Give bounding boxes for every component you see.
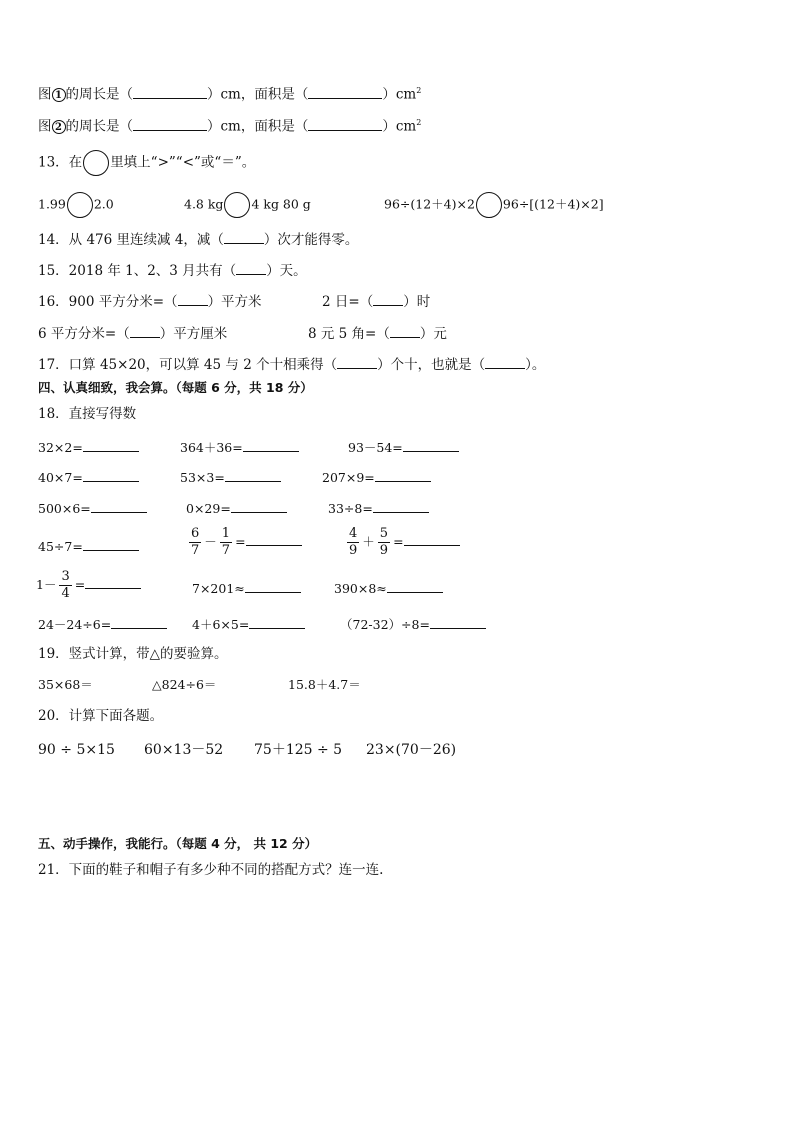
fig1-prefix: 图 (38, 86, 52, 103)
q18-r3-a-text: 500×6= (38, 501, 91, 516)
q18-r6-c-text: （72-32）÷8= (340, 617, 430, 632)
q13-c-left: 96÷(12＋4)×2 (384, 196, 475, 212)
fig1-number-circle: 1 (52, 88, 66, 102)
fraction-6-7 (189, 526, 201, 559)
compare-circle (83, 150, 109, 176)
q13-a-right: 2.0 (93, 196, 114, 212)
q18-r6-c (340, 614, 486, 634)
q17-blank-2[interactable] (485, 354, 525, 369)
q18-r5-b-text: 7×201≈ (192, 581, 245, 596)
q18-r3-a (38, 498, 147, 518)
q18-r2-b-text: 53×3= (180, 470, 225, 485)
q13-b-right: 4 kg 80 g (251, 196, 311, 212)
q18-r4-a-text: 45÷7= (38, 539, 83, 554)
q20-title: 20．计算下面各题。 (38, 708, 164, 724)
q18-frac-sub-blank[interactable] (246, 531, 302, 546)
q18-r2-a-text: 40×7= (38, 470, 83, 485)
q17-prefix: 17．口算 45×20，可以算 45 与 2 个十相乘得（ (38, 357, 338, 373)
operator-minus: － (204, 534, 217, 549)
q18-r5-b (192, 578, 301, 598)
equals: = (235, 534, 246, 549)
q18-title: 18．直接写得数 (38, 406, 137, 422)
fig2-unit: ）cm (382, 118, 417, 135)
q13-item-c (384, 192, 604, 218)
q17-middle: ）个十，也就是（ (377, 357, 486, 373)
q18-r5-b-blank[interactable] (245, 578, 301, 593)
q20-item-3: 75＋125 ÷ 5 (254, 742, 343, 758)
q18-r1-a (38, 437, 139, 457)
q18-r2-c-blank[interactable] (375, 467, 431, 482)
fig1-perimeter-blank[interactable] (133, 84, 207, 99)
fig1-unit-superscript: 2 (416, 86, 422, 95)
q18-r2-b (180, 467, 281, 487)
q18-r6-b-blank[interactable] (249, 614, 305, 629)
q18-r4-a-blank[interactable] (83, 536, 139, 551)
frac-denominator: 7 (221, 543, 231, 558)
q18-r2-a-blank[interactable] (83, 467, 139, 482)
q16-d (308, 323, 447, 343)
q16-b-suffix: ）时 (403, 294, 431, 310)
frac-denominator: 4 (61, 586, 70, 601)
fraction-4-9 (347, 526, 359, 559)
fig2-perimeter-blank[interactable] (133, 116, 207, 131)
fig1-perimeter-label: 的周长是（ (65, 86, 133, 103)
q19-item-2: △824÷6＝ (152, 677, 217, 692)
fig1-area-label: ）cm，面积是（ (207, 86, 309, 103)
fig2-perimeter-label: 的周长是（ (65, 118, 133, 135)
q16-a-blank[interactable] (178, 291, 208, 306)
one-minus: 1－ (36, 577, 57, 592)
fraction-1-7 (220, 526, 232, 559)
frac-numerator: 4 (349, 526, 358, 541)
q18-r6-a-text: 24－24÷6= (38, 617, 112, 632)
q18-r2-b-blank[interactable] (225, 467, 281, 482)
q18-r3-b-text: 0×29= (186, 501, 231, 516)
equals: = (393, 534, 404, 549)
q14-suffix: ）次才能得零。 (263, 232, 359, 248)
fig1-line (38, 82, 421, 104)
q19-item-1: 35×68＝ (38, 677, 93, 692)
q18-r3-a-blank[interactable] (91, 498, 147, 513)
q13-c-right: 96÷[(12＋4)×2] (502, 196, 604, 212)
q18-r3-b-blank[interactable] (231, 498, 287, 513)
q18-r1-c (348, 437, 459, 457)
q21: 21．下面的鞋子和帽子有多少种不同的搭配方式？连一连. (38, 862, 384, 878)
q14-blank[interactable] (224, 229, 264, 244)
q13-b-answer-circle[interactable] (224, 192, 250, 218)
operator-plus: ＋ (362, 534, 375, 549)
q16-d-prefix: 8 元 5 角=（ (308, 326, 390, 342)
q13-instruction: 里填上“>”“<”或“＝”。 (110, 154, 256, 171)
q13-a-left: 1.99 (38, 196, 66, 212)
q18-r5-a-blank[interactable] (85, 574, 141, 589)
q16-b (322, 291, 430, 311)
q16-c (38, 323, 227, 343)
q18-r6-b (192, 614, 305, 634)
q18-r3-c-blank[interactable] (373, 498, 429, 513)
q20-item-4: 23×(70－26) (366, 742, 457, 758)
q16-d-blank[interactable] (390, 323, 420, 338)
frac-numerator: 1 (221, 526, 231, 541)
q18-r1-c-blank[interactable] (403, 437, 459, 452)
q18-r5-c-text: 390×8≈ (334, 581, 387, 596)
q13-a-answer-circle[interactable] (67, 192, 93, 218)
q18-r3-c-text: 33÷8= (328, 501, 373, 516)
fig2-unit-superscript: 2 (416, 118, 422, 127)
section-4-heading: 四、认真细致，我会算。（每题 6 分，共 18 分） (38, 380, 313, 395)
fig1-area-blank[interactable] (308, 84, 382, 99)
frac-denominator: 7 (191, 543, 200, 558)
frac-denominator: 9 (379, 543, 389, 558)
section-5-heading: 五、动手操作，我能行。（每题 4 分， 共 12 分） (38, 836, 318, 851)
q13-item-b (184, 192, 311, 218)
q16-a (38, 291, 262, 311)
q16-c-prefix: 6 平方分米=（ (38, 326, 130, 342)
q18-frac-add (344, 526, 460, 559)
q18-frac-add-blank[interactable] (404, 531, 460, 546)
q18-r5-a (36, 569, 141, 602)
fraction-3-4 (59, 569, 71, 602)
q16-c-suffix: ）平方厘米 (159, 326, 228, 342)
q18-r5-c (334, 578, 443, 598)
q18-r1-b-text: 364＋36= (180, 440, 243, 455)
q13-prompt (38, 150, 255, 176)
q19-title: 19．竖式计算，带△的要验算。 (38, 646, 228, 662)
q13-c-answer-circle[interactable] (476, 192, 502, 218)
q16-c-blank[interactable] (130, 323, 160, 338)
q18-r2-c (322, 467, 431, 487)
q15-suffix: ）天。 (266, 263, 307, 279)
fig2-line (38, 114, 421, 136)
q16-b-blank[interactable] (373, 291, 403, 306)
q18-r2-a (38, 467, 139, 487)
q16-a-prefix: 16．900 平方分米=（ (38, 294, 178, 310)
fig1-unit: ）cm (382, 86, 417, 103)
q18-r1-a-text: 32×2= (38, 440, 83, 455)
q18-r6-b-text: 4＋6×5= (192, 617, 250, 632)
q18-r3-b (186, 498, 287, 518)
q19-item-3: 15.8＋4.7＝ (288, 677, 361, 692)
fig2-number-circle: 2 (52, 120, 66, 134)
fig2-area-label: ）cm，面积是（ (207, 118, 309, 135)
q15-blank[interactable] (236, 260, 266, 275)
q16-b-prefix: 2 日=（ (322, 294, 374, 310)
q20-item-2: 60×13－52 (144, 742, 224, 758)
q18-r1-a-blank[interactable] (83, 437, 139, 452)
q15-prefix: 15．2018 年 1、2、3 月共有（ (38, 263, 237, 279)
q17-suffix: ）。 (525, 357, 546, 373)
q18-r5-c-blank[interactable] (387, 578, 443, 593)
fig2-area-blank[interactable] (308, 116, 382, 131)
fraction-5-9 (378, 526, 390, 559)
frac-numerator: 6 (191, 526, 200, 541)
q18-r1-b (180, 437, 299, 457)
frac-denominator: 9 (349, 543, 358, 558)
q16-d-suffix: ）元 (419, 326, 447, 342)
q18-r4-a (38, 536, 139, 556)
q16-a-suffix: ）平方米 (207, 294, 262, 310)
equals: = (74, 577, 86, 592)
q20-item-1: 90 ÷ 5×15 (38, 742, 115, 758)
q14-prefix: 14．从 476 里连续减 4，减（ (38, 232, 224, 248)
q13-b-left: 4.8 kg (184, 196, 224, 212)
q18-frac-sub (186, 526, 302, 559)
fig2-prefix: 图 (38, 118, 52, 135)
q13-item-a (38, 192, 114, 218)
q18-r6-c-blank[interactable] (430, 614, 486, 629)
q18-r6-a-blank[interactable] (111, 614, 167, 629)
q18-r1-b-blank[interactable] (243, 437, 299, 452)
q17-blank-1[interactable] (337, 354, 377, 369)
q17 (38, 354, 545, 374)
frac-numerator: 3 (61, 569, 70, 584)
q18-r3-c (328, 498, 429, 518)
q14 (38, 229, 358, 249)
frac-numerator: 5 (379, 526, 389, 541)
q13-prefix: 13．在 (38, 154, 83, 171)
q18-r2-c-text: 207×9= (322, 470, 375, 485)
q18-r6-a (38, 614, 167, 634)
q15 (38, 260, 307, 280)
q18-r1-c-text: 93－54= (348, 440, 403, 455)
